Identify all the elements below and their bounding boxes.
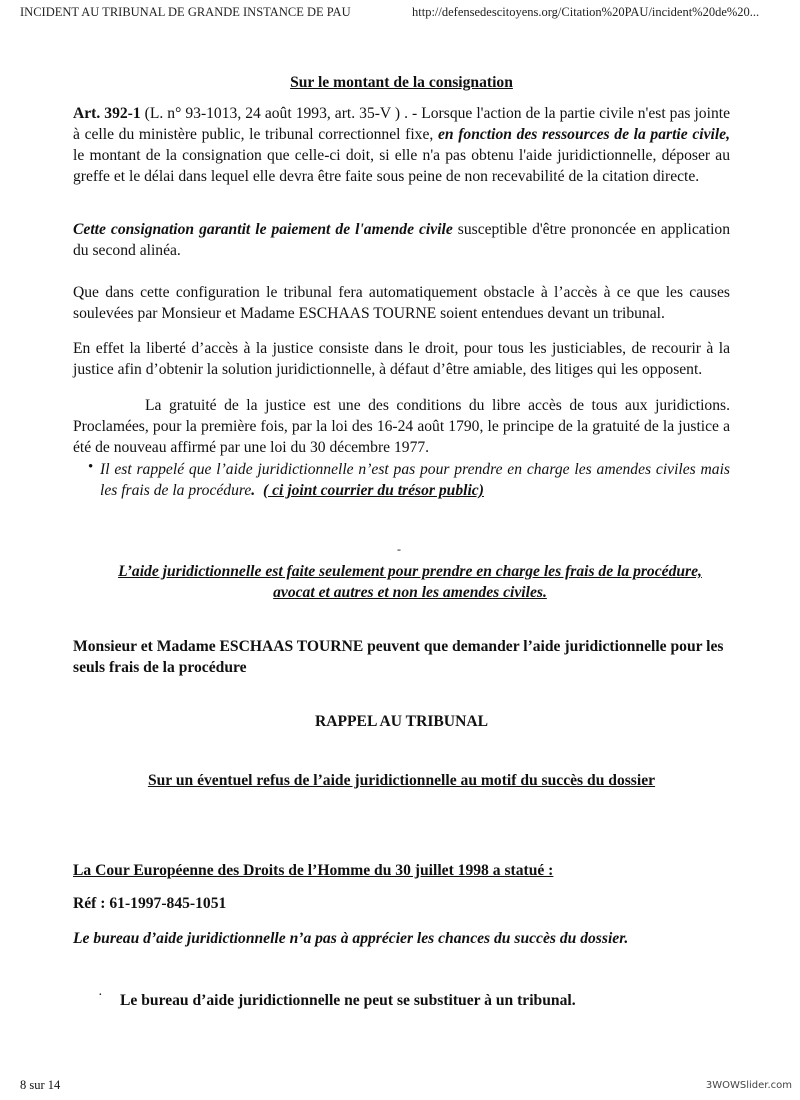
- refus-heading: Sur un éventuel refus de l’aide juridictionnelle au motif du succès du dossier: [147, 772, 656, 789]
- paragraph-que: Que dans cette configuration le tribunal fera automatiquement obstacle à l’accès à ce que les causes soulevées par Monsieur et Madame ESCHAAS TOURNE soient entendues devant un tribunal.: [73, 284, 730, 322]
- cour-europeenne-heading: La Cour Européenne des Droits de l’Homme du 30 juillet 1998 a statué :: [73, 862, 554, 879]
- watermark: 3WOWSlider.com: [705, 1080, 792, 1091]
- article-392-1-paragraph: [73, 103, 730, 187]
- article-text: (L. n° 93-1013, 24 août 1993, art. 35-V ) . - Lorsque l'action de la partie civile n'est pas jointe à celle du ministère public, le tribunal correctionnel fixe,: [73, 105, 730, 143]
- monsieur-paragraph: Monsieur et Madame ESCHAAS TOURNE peuvent que demander l’aide juridictionnelle pour les seuls frais de la procédure: [73, 638, 724, 676]
- section-heading-consignation: Sur le montant de la consignation: [290, 74, 513, 91]
- paragraph-en-effet: En effet la liberté d’accès à la justice consiste dans le droit, pour tous les justiciables, de recourir à la justice afin d’obtenir la solution juridictionnelle, à défaut d’être amiable, des litiges qui les opposent.: [73, 340, 730, 378]
- bureau-statement-1: Le bureau d’aide juridictionnelle n’a pas à apprécier les chances du succès du dossier.: [73, 930, 629, 947]
- consignation-text: susceptible d'être prononcée en application du second alinéa.: [73, 221, 730, 259]
- dash-mark: -: [397, 542, 401, 556]
- page-header-title: INCIDENT AU TRIBUNAL DE GRANDE INSTANCE DE PAU: [20, 5, 351, 19]
- bullet-dot-2: ·: [98, 988, 103, 1003]
- bullet-paragraph: Il est rappelé que l’aide juridictionnelle n’est pas pour prendre en charge les amendes civiles mais les frais de la procédure. ( ci joint courrier du trésor public): [100, 461, 730, 499]
- article-ref: Art. 392-1: [73, 105, 141, 122]
- article-text-2: le montant de la consignation que celle-ci doit, si elle n'a pas obtenu l'aide juridictionnelle, déposer au greffe et le délai dans lequel elle devra être faite sous peine de non recevabilité de la citation directe.: [73, 147, 730, 185]
- consignation-paragraph: [73, 219, 730, 261]
- article-emphasis: en fonction des ressources de la partie civile,: [437, 126, 731, 143]
- bureau-statement-2: Le bureau d’aide juridictionnelle ne peut se substituer à un tribunal.: [120, 992, 576, 1009]
- consignation-emphasis: Cette consignation garantit le paiement de l'amende civile: [73, 221, 453, 238]
- tresor-public-reference: ( ci joint courrier du trésor public): [263, 482, 484, 499]
- bullet-dot: •: [88, 459, 94, 475]
- reference-number: Réf : 61-1997-845-1051: [73, 895, 227, 912]
- rappel-heading: RAPPEL AU TRIBUNAL: [314, 713, 488, 730]
- aide-juridictionnelle-heading: L’aide juridictionnelle est faite seulement pour prendre en charge les frais de la procédure, avocat et autres et non les amendes civiles.: [118, 563, 702, 601]
- bullet-text: Il est rappelé que l’aide juridictionnelle n’est pas pour prendre en charge les amendes civiles mais les frais de la procédure: [100, 461, 730, 499]
- page-header-url[interactable]: http://defensedescitoyens.org/Citation%20PAU/incident%20de%20...: [412, 5, 760, 19]
- page-number: 8 sur 14: [20, 1078, 61, 1092]
- paragraph-gratuite: La gratuité de la justice est une des conditions du libre accès de tous aux juridictions. Proclamées, pour la première fois, par la loi des 16-24 août 1790, le principe de la gratuité de la justice a été de nouveau affirmé par une loi du 30 décembre 1977.: [73, 397, 730, 456]
